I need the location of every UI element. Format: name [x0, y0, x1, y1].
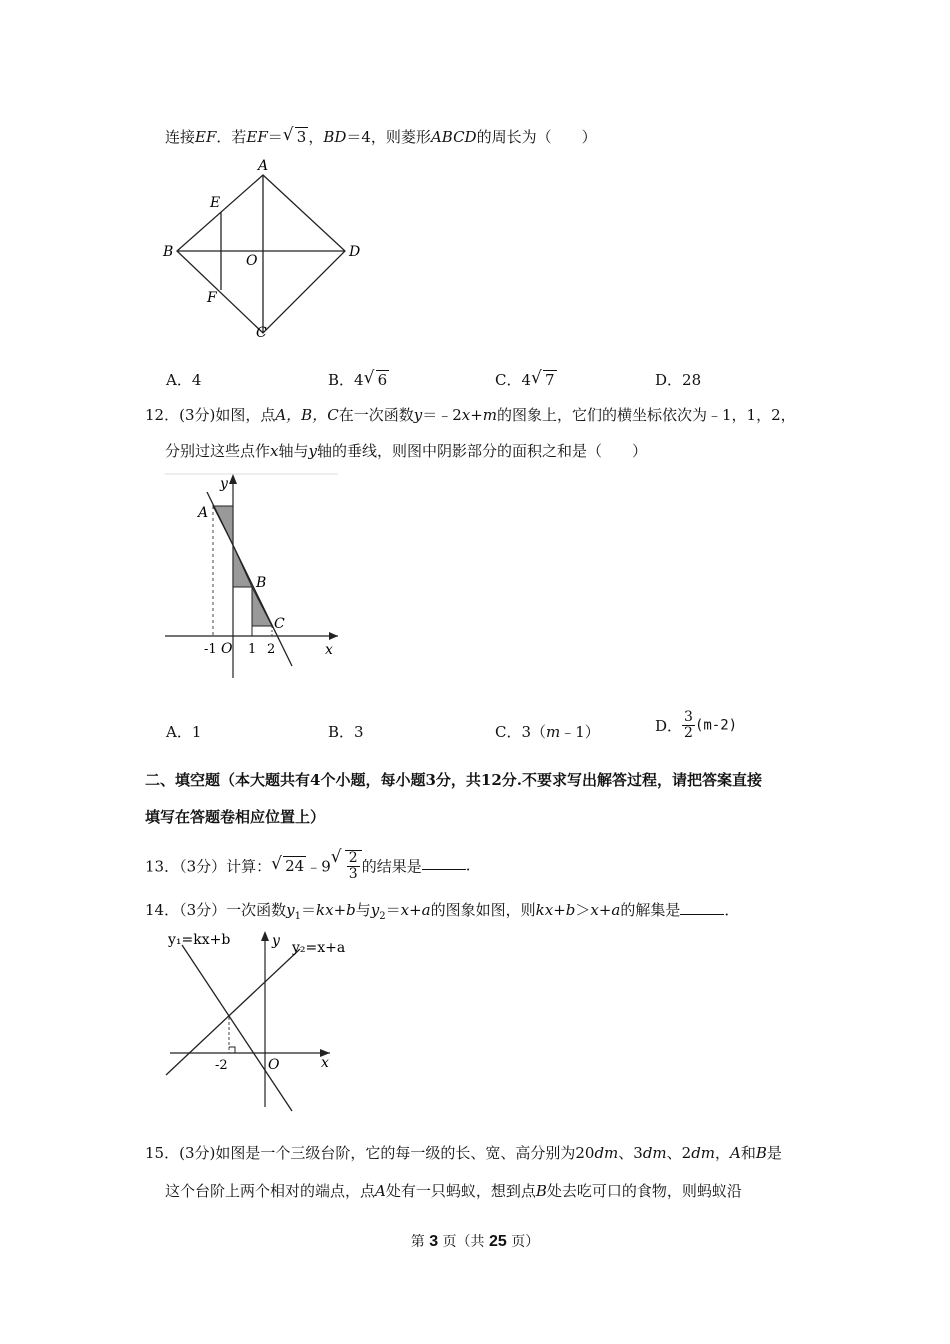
q14-graph	[160, 927, 345, 1117]
point-A-label: A	[198, 505, 209, 521]
page-number: 3	[429, 1233, 439, 1250]
label-C: C	[256, 325, 267, 341]
q12-option-c[interactable]: C．3（m﹣1）	[495, 723, 600, 741]
label-A: A	[258, 158, 269, 174]
line1-label: y₁=kx+b	[168, 932, 231, 948]
label-E: E	[210, 195, 221, 211]
axis-x-label: x	[321, 1055, 329, 1071]
q12-option-d[interactable]: D． $\frac{3}{2}$ (m-2)	[655, 709, 738, 741]
section2-heading-line1: 二、填空题（本大题共有4个小题，每小题3分，共12分.不要求写出解答过程，请把答案直接	[145, 771, 762, 789]
page-footer: 第 3 页（共 25 页）	[410, 1233, 540, 1250]
line2-label: y₂=x+a	[292, 940, 345, 956]
rhombus-figure	[160, 155, 370, 345]
tick-neg1: -1	[204, 642, 217, 657]
label-O: O	[246, 253, 258, 269]
axis-x-label: x	[325, 642, 333, 658]
label-F: F	[207, 290, 217, 306]
tick-neg2: -2	[215, 1058, 228, 1073]
sqrt-3: √ 3	[283, 128, 309, 146]
point-C-label: C	[274, 616, 285, 632]
q15-stem-line1: 15．(3分)如图是一个三级台阶，它的每一级的长、宽、高分别为20dm、3dm、2dm，A和B是	[145, 1144, 782, 1162]
label-B: B	[163, 244, 174, 260]
q11-stem: 连接EF．若EF＝√ 3 ，BD＝4，则菱形ABCD的周长为（ ）	[165, 126, 597, 147]
tick-1: 1	[248, 642, 257, 657]
q11-option-c[interactable]: C．4√ 7	[495, 369, 557, 390]
axis-y-label: y	[272, 933, 280, 949]
q12-stem-line1: 12．(3分)如图，点A，B，C在一次函数y＝﹣2x+m的图象上，它们的横坐标依次为﹣1，1，2，	[145, 406, 796, 424]
q12-option-b[interactable]: B．3	[328, 723, 364, 741]
q13-stem: 13．（3分）计算：√ 24 ﹣9 √ $\frac{2}{3}$ 的结果是 ．	[145, 850, 481, 882]
page-total: 25	[489, 1233, 507, 1250]
origin-label: O	[221, 641, 233, 657]
point-B-label: B	[256, 575, 267, 591]
q11-option-b[interactable]: B．4√ 6	[328, 369, 389, 390]
tick-2: 2	[267, 642, 276, 657]
q11-option-d[interactable]: D．28	[655, 371, 702, 389]
q14-stem: 14．（3分）一次函数$y_1=kx+b$与$y_2=x+a$的图象如图，则kx+b＞x+a的解集是 ．	[145, 901, 740, 922]
axis-y-label: y	[220, 476, 228, 492]
origin-label: O	[268, 1057, 280, 1073]
q12-stem-line2: 分别过这些点作x轴与y轴的垂线，则图中阴影部分的面积之和是（ ）	[165, 442, 647, 460]
q13-answer-blank[interactable]	[422, 869, 466, 870]
q11-option-a[interactable]: A．4	[166, 371, 202, 389]
q15-stem-line2: 这个台阶上两个相对的端点，点A处有一只蚂蚁，想到点B处去吃可口的食物，则蚂蚁沿	[165, 1182, 742, 1200]
q12-option-a[interactable]: A．1	[166, 723, 202, 741]
q12-graph	[160, 470, 345, 685]
section2-heading-line2: 填写在答题卷相应位置上）	[145, 808, 326, 826]
q14-answer-blank[interactable]	[680, 914, 724, 915]
label-D: D	[349, 244, 361, 260]
